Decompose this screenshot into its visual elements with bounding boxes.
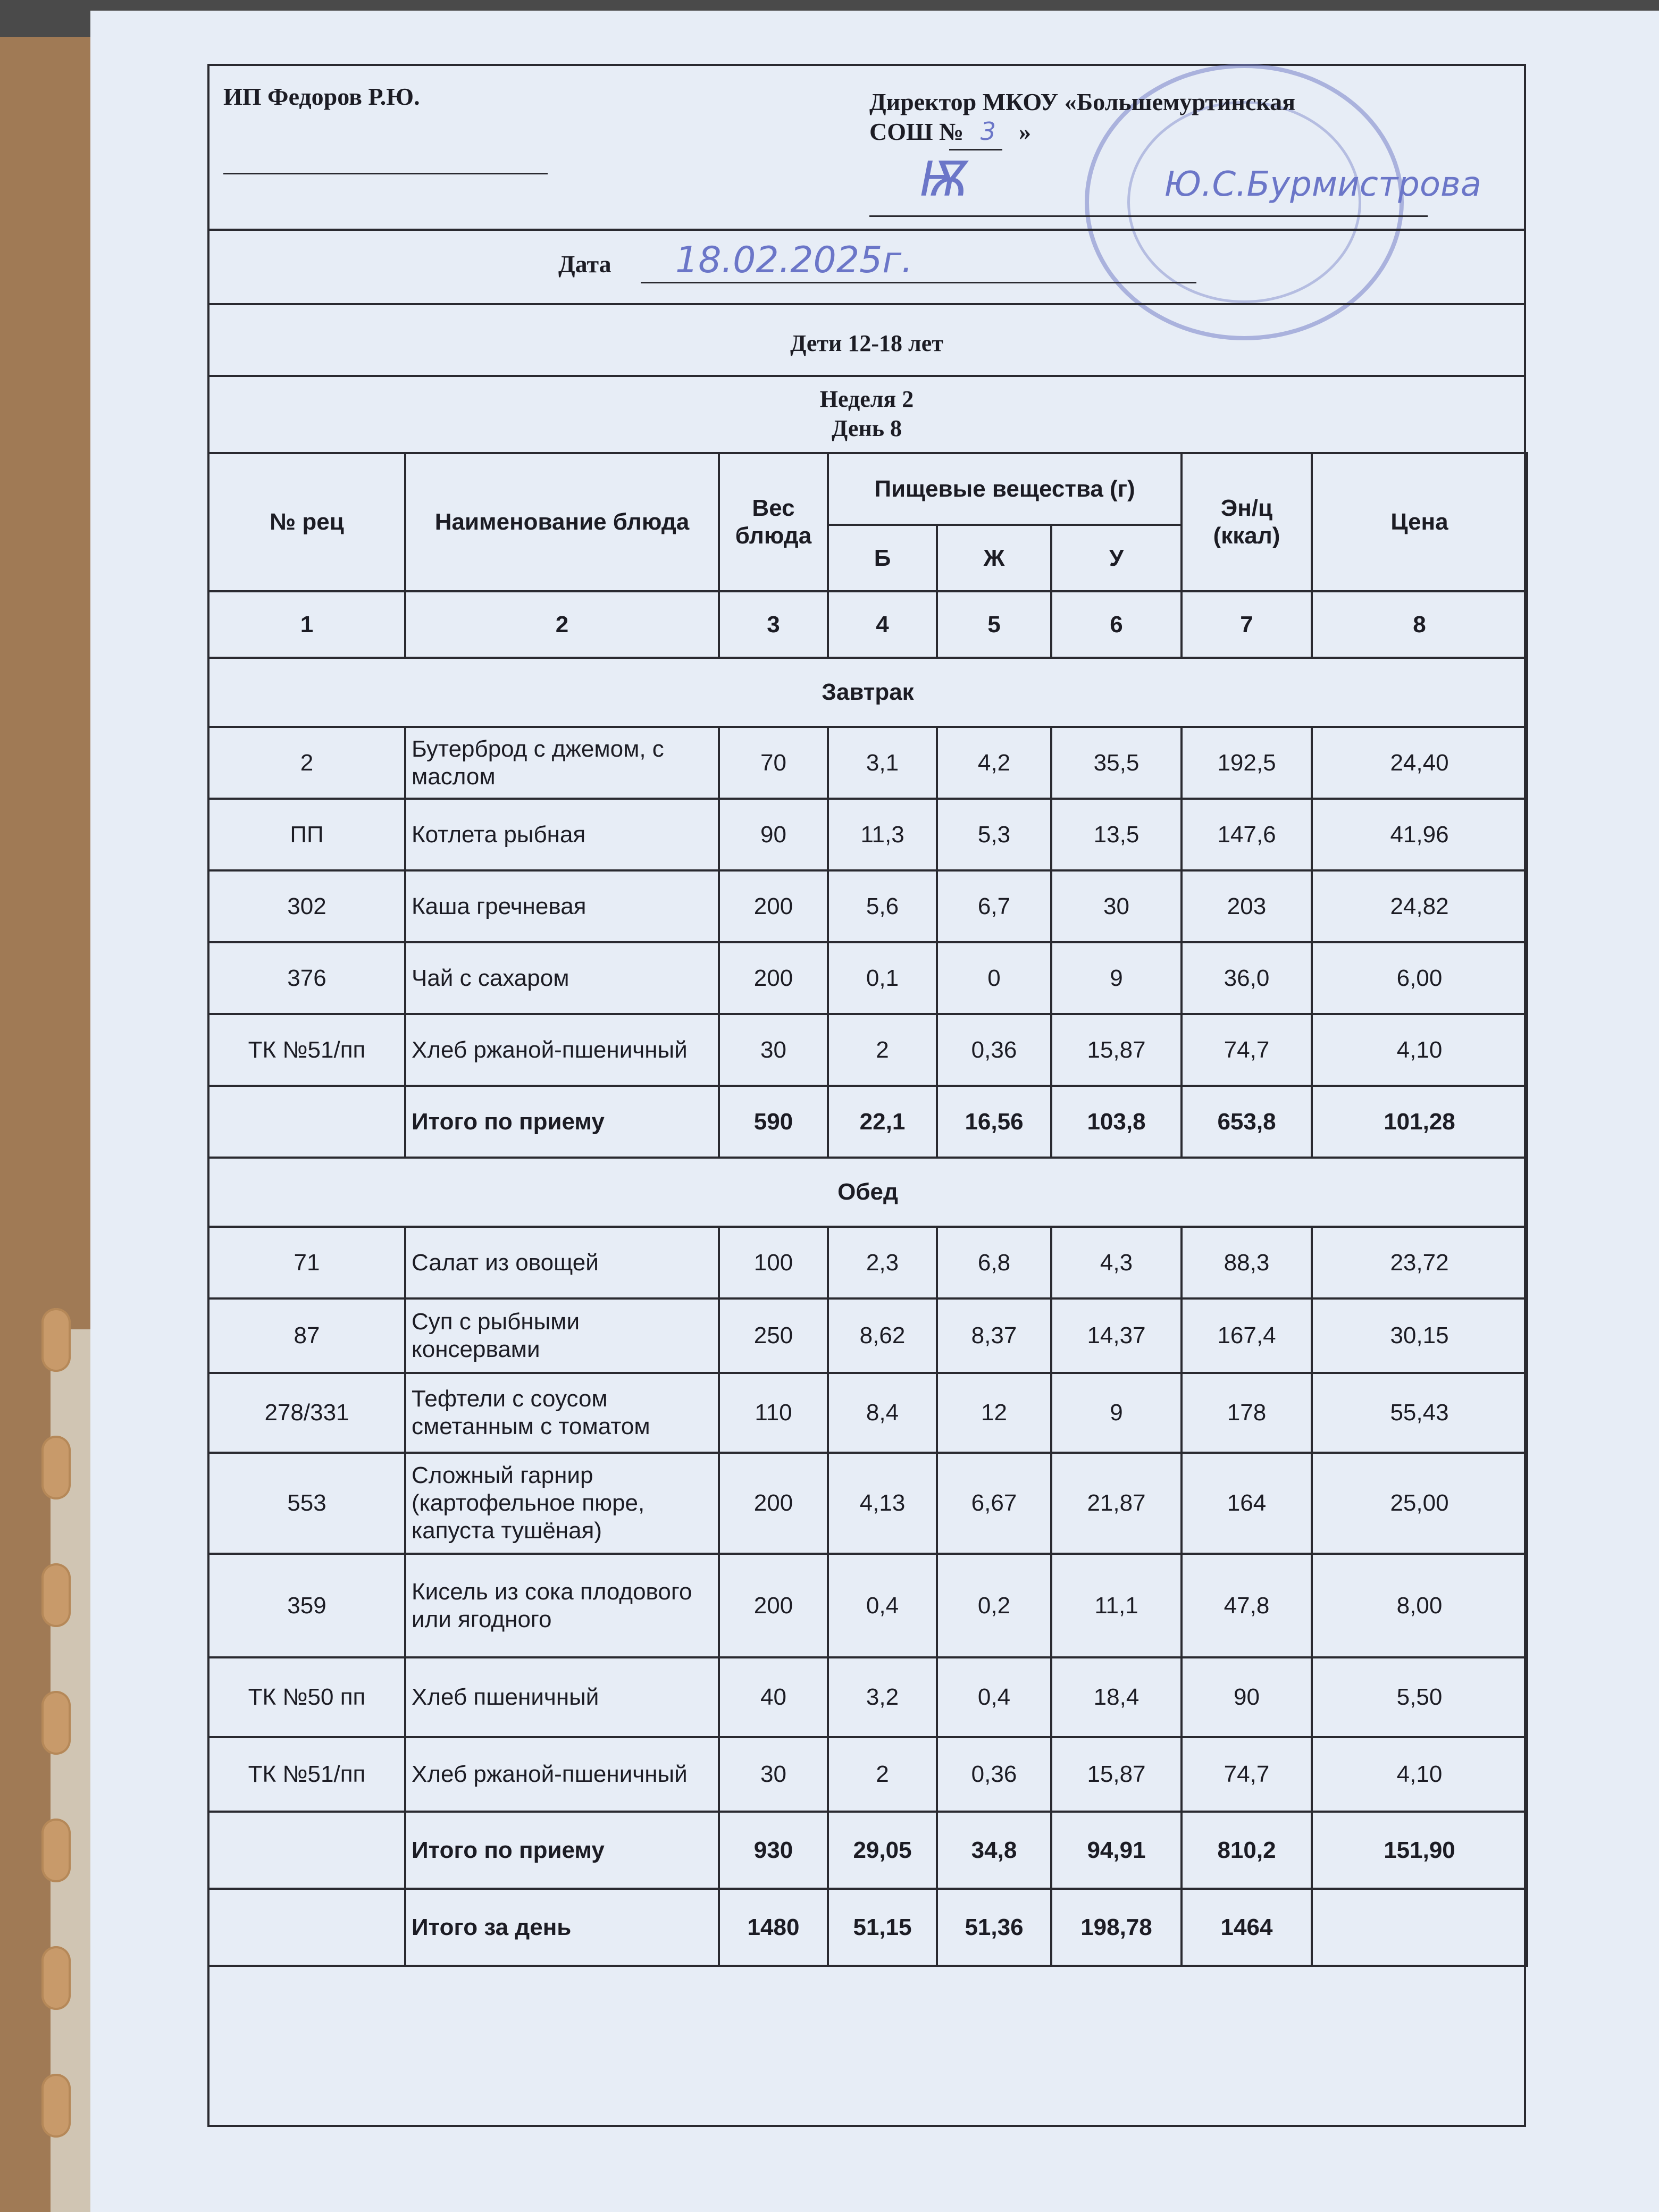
protein-cell: 3,1 bbox=[828, 727, 937, 799]
energy-cell: 192,5 bbox=[1182, 727, 1312, 799]
column-number-5: 5 bbox=[937, 591, 1051, 658]
school-number-line bbox=[949, 149, 1002, 150]
recipe-no-cell: ТК №50 пп bbox=[208, 1657, 405, 1737]
director-signature: Ю.С.Бурмистрова bbox=[1164, 165, 1481, 204]
day-total-price-cell bbox=[1312, 1889, 1527, 1966]
breakfast-total-row bbox=[208, 1086, 1527, 1158]
fat-cell: 12 bbox=[937, 1373, 1051, 1453]
dish-name-cell: Хлеб пшеничный bbox=[405, 1657, 719, 1737]
protein-cell: 2 bbox=[828, 1737, 937, 1812]
protein-cell: 0,4 bbox=[828, 1554, 937, 1657]
col-header-protein: Б bbox=[828, 525, 937, 591]
price-cell: 4,10 bbox=[1312, 1737, 1527, 1812]
supplier-name: ИП Федоров Р.Ю. bbox=[223, 83, 420, 110]
weight-cell: 40 bbox=[719, 1657, 828, 1737]
column-number-row bbox=[208, 591, 1527, 658]
date-line bbox=[641, 282, 1196, 283]
price-cell: 24,40 bbox=[1312, 727, 1527, 799]
protein-cell: 3,2 bbox=[828, 1657, 937, 1737]
energy-cell: 167,4 bbox=[1182, 1298, 1312, 1373]
header-divider bbox=[207, 229, 1526, 231]
day-label: День 8 bbox=[832, 415, 902, 441]
lunch-section-title: Обед bbox=[208, 1158, 1527, 1227]
breakfast-section-row bbox=[208, 658, 1527, 727]
carbs-cell: 18,4 bbox=[1051, 1657, 1182, 1737]
punch-hole bbox=[41, 1563, 71, 1627]
day-total-recipe-no-cell bbox=[208, 1889, 405, 1966]
recipe-no-cell: 553 bbox=[208, 1453, 405, 1554]
recipe-no-cell: 278/331 bbox=[208, 1373, 405, 1453]
punch-hole bbox=[41, 2074, 71, 2138]
fat-cell: 0 bbox=[937, 942, 1051, 1014]
carbs-cell: 30 bbox=[1051, 870, 1182, 942]
table-row bbox=[208, 1453, 1527, 1554]
punch-hole bbox=[41, 1819, 71, 1882]
protein-cell: 2 bbox=[828, 1014, 937, 1086]
recipe-no-cell: 359 bbox=[208, 1554, 405, 1657]
total-fat-cell: 34,8 bbox=[937, 1812, 1051, 1889]
column-number-7: 7 bbox=[1182, 591, 1312, 658]
breakfast-section-title: Завтрак bbox=[208, 658, 1527, 727]
director-title-line2 bbox=[869, 117, 1031, 146]
total-dish-name-cell: Итого по приему bbox=[405, 1812, 719, 1889]
fat-cell: 5,3 bbox=[937, 799, 1051, 870]
price-cell: 55,43 bbox=[1312, 1373, 1527, 1453]
day-total-weight-cell: 1480 bbox=[719, 1889, 828, 1966]
menu-document bbox=[207, 64, 1526, 2127]
protein-cell: 5,6 bbox=[828, 870, 937, 942]
table-row bbox=[208, 1657, 1527, 1737]
fat-cell: 6,7 bbox=[937, 870, 1051, 942]
price-cell: 4,10 bbox=[1312, 1014, 1527, 1086]
fat-cell: 8,37 bbox=[937, 1298, 1051, 1373]
table-row bbox=[208, 1554, 1527, 1657]
table-row bbox=[208, 942, 1527, 1014]
total-weight-cell: 930 bbox=[719, 1812, 828, 1889]
dish-name-cell: Котлета рыбная bbox=[405, 799, 719, 870]
table-row bbox=[208, 1014, 1527, 1086]
date-label: Дата bbox=[558, 250, 611, 278]
total-price-cell: 151,90 bbox=[1312, 1812, 1527, 1889]
group-divider bbox=[207, 375, 1526, 377]
fat-cell: 4,2 bbox=[937, 727, 1051, 799]
carbs-cell: 14,37 bbox=[1051, 1298, 1182, 1373]
director-initials-signature: Ѭ bbox=[920, 152, 969, 207]
protein-cell: 11,3 bbox=[828, 799, 937, 870]
recipe-no-cell: 87 bbox=[208, 1298, 405, 1373]
column-number-2: 2 bbox=[405, 591, 719, 658]
price-cell: 8,00 bbox=[1312, 1554, 1527, 1657]
total-recipe-no-cell bbox=[208, 1812, 405, 1889]
table-row bbox=[208, 1373, 1527, 1453]
dish-name-cell: Суп с рыбными консервами bbox=[405, 1298, 719, 1373]
weight-cell: 200 bbox=[719, 870, 828, 942]
col-header-price: Цена bbox=[1312, 453, 1527, 591]
date-handwritten: 18.02.2025г. bbox=[675, 239, 913, 281]
date-divider bbox=[207, 303, 1526, 305]
col-header-recipe: № рец bbox=[208, 453, 405, 591]
energy-cell: 47,8 bbox=[1182, 1554, 1312, 1657]
dish-name-cell: Кисель из сока плодового или ягодного bbox=[405, 1554, 719, 1657]
weight-cell: 100 bbox=[719, 1227, 828, 1298]
total-energy-cell: 810,2 bbox=[1182, 1812, 1312, 1889]
fat-cell: 0,4 bbox=[937, 1657, 1051, 1737]
dish-name-cell: Каша гречневая bbox=[405, 870, 719, 942]
carbs-cell: 9 bbox=[1051, 1373, 1182, 1453]
recipe-no-cell: ТК №51/пп bbox=[208, 1737, 405, 1812]
dish-name-cell: Хлеб ржаной-пшеничный bbox=[405, 1737, 719, 1812]
protein-cell: 8,4 bbox=[828, 1373, 937, 1453]
table-row bbox=[208, 1737, 1527, 1812]
fat-cell: 0,36 bbox=[937, 1737, 1051, 1812]
lunch-total-row bbox=[208, 1812, 1527, 1889]
carbs-cell: 13,5 bbox=[1051, 799, 1182, 870]
total-dish-name-cell: Итого по приему bbox=[405, 1086, 719, 1158]
weight-cell: 30 bbox=[719, 1014, 828, 1086]
lunch-section-row bbox=[208, 1158, 1527, 1227]
recipe-no-cell: 71 bbox=[208, 1227, 405, 1298]
price-cell: 5,50 bbox=[1312, 1657, 1527, 1737]
col-header-dish: Наименование блюда bbox=[405, 453, 719, 591]
col-header-nutrients: Пищевые вещества (г) bbox=[828, 453, 1182, 525]
col-header-carbs: У bbox=[1051, 525, 1182, 591]
energy-cell: 147,6 bbox=[1182, 799, 1312, 870]
weight-cell: 200 bbox=[719, 1453, 828, 1554]
school-number-handwritten: 3 bbox=[980, 117, 996, 146]
supplier-signature-line bbox=[223, 173, 548, 174]
total-protein-cell: 29,05 bbox=[828, 1812, 937, 1889]
total-protein-cell: 22,1 bbox=[828, 1086, 937, 1158]
director-title-line1: Директор МКОУ «Большемуртинская bbox=[869, 88, 1296, 115]
price-cell: 30,15 bbox=[1312, 1298, 1527, 1373]
dish-name-cell: Бутерброд с джемом, с маслом bbox=[405, 727, 719, 799]
price-cell: 24,82 bbox=[1312, 870, 1527, 942]
energy-cell: 203 bbox=[1182, 870, 1312, 942]
column-number-3: 3 bbox=[719, 591, 828, 658]
dish-name-cell: Чай с сахаром bbox=[405, 942, 719, 1014]
dish-name-cell: Салат из овощей bbox=[405, 1227, 719, 1298]
age-group: Дети 12-18 лет bbox=[790, 330, 943, 356]
weight-cell: 110 bbox=[719, 1373, 828, 1453]
column-number-1: 1 bbox=[208, 591, 405, 658]
protein-cell: 4,13 bbox=[828, 1453, 937, 1554]
price-cell: 6,00 bbox=[1312, 942, 1527, 1014]
recipe-no-cell: ТК №51/пп bbox=[208, 1014, 405, 1086]
punch-hole bbox=[41, 1691, 71, 1755]
recipe-no-cell: 376 bbox=[208, 942, 405, 1014]
menu-table bbox=[207, 452, 1528, 1967]
col-header-fat: Ж bbox=[937, 525, 1051, 591]
protein-cell: 0,1 bbox=[828, 942, 937, 1014]
price-cell: 41,96 bbox=[1312, 799, 1527, 870]
day-total-energy-cell: 1464 bbox=[1182, 1889, 1312, 1966]
punch-hole bbox=[41, 1308, 71, 1372]
column-number-4: 4 bbox=[828, 591, 937, 658]
carbs-cell: 21,87 bbox=[1051, 1453, 1182, 1554]
recipe-no-cell: 302 bbox=[208, 870, 405, 942]
recipe-no-cell: 2 bbox=[208, 727, 405, 799]
energy-cell: 74,7 bbox=[1182, 1737, 1312, 1812]
carbs-cell: 4,3 bbox=[1051, 1227, 1182, 1298]
weight-cell: 250 bbox=[719, 1298, 828, 1373]
dish-name-cell: Хлеб ржаной-пшеничный bbox=[405, 1014, 719, 1086]
table-row bbox=[208, 1298, 1527, 1373]
day-total-row bbox=[208, 1889, 1527, 1966]
fat-cell: 0,2 bbox=[937, 1554, 1051, 1657]
dish-name-cell: Тефтели с соусом сметанным с томатом bbox=[405, 1373, 719, 1453]
day-total-dish-name-cell: Итого за день bbox=[405, 1889, 719, 1966]
protein-cell: 8,62 bbox=[828, 1298, 937, 1373]
table-row bbox=[208, 1227, 1527, 1298]
total-price-cell: 101,28 bbox=[1312, 1086, 1527, 1158]
table-row bbox=[208, 799, 1527, 870]
day-total-protein-cell: 51,15 bbox=[828, 1889, 937, 1966]
director-title-prefix: СОШ № bbox=[869, 118, 964, 145]
energy-cell: 178 bbox=[1182, 1373, 1312, 1453]
total-carbs-cell: 94,91 bbox=[1051, 1812, 1182, 1889]
energy-cell: 164 bbox=[1182, 1453, 1312, 1554]
price-cell: 25,00 bbox=[1312, 1453, 1527, 1554]
total-fat-cell: 16,56 bbox=[937, 1086, 1051, 1158]
total-energy-cell: 653,8 bbox=[1182, 1086, 1312, 1158]
week-label: Неделя 2 bbox=[819, 386, 914, 412]
energy-cell: 36,0 bbox=[1182, 942, 1312, 1014]
punch-hole bbox=[41, 1946, 71, 2010]
fat-cell: 6,67 bbox=[937, 1453, 1051, 1554]
fat-cell: 6,8 bbox=[937, 1227, 1051, 1298]
energy-cell: 90 bbox=[1182, 1657, 1312, 1737]
day-total-fat-cell: 51,36 bbox=[937, 1889, 1051, 1966]
weight-cell: 200 bbox=[719, 1554, 828, 1657]
energy-cell: 88,3 bbox=[1182, 1227, 1312, 1298]
price-cell: 23,72 bbox=[1312, 1227, 1527, 1298]
total-carbs-cell: 103,8 bbox=[1051, 1086, 1182, 1158]
director-signature-line bbox=[869, 215, 1428, 217]
col-header-energy: Эн/ц (ккал) bbox=[1182, 453, 1312, 591]
table-row bbox=[208, 727, 1527, 799]
carbs-cell: 35,5 bbox=[1051, 727, 1182, 799]
table-row bbox=[208, 870, 1527, 942]
fat-cell: 0,36 bbox=[937, 1014, 1051, 1086]
carbs-cell: 15,87 bbox=[1051, 1014, 1182, 1086]
director-title-suffix: » bbox=[1019, 118, 1032, 145]
weight-cell: 90 bbox=[719, 799, 828, 870]
punch-hole bbox=[41, 1436, 71, 1499]
weight-cell: 30 bbox=[719, 1737, 828, 1812]
carbs-cell: 11,1 bbox=[1051, 1554, 1182, 1657]
carbs-cell: 15,87 bbox=[1051, 1737, 1182, 1812]
weight-cell: 70 bbox=[719, 727, 828, 799]
day-total-carbs-cell: 198,78 bbox=[1051, 1889, 1182, 1966]
column-number-6: 6 bbox=[1051, 591, 1182, 658]
protein-cell: 2,3 bbox=[828, 1227, 937, 1298]
dish-name-cell: Сложный гарнир (картофельное пюре, капуста тушёная) bbox=[405, 1453, 719, 1554]
total-recipe-no-cell bbox=[208, 1086, 405, 1158]
column-number-8: 8 bbox=[1312, 591, 1527, 658]
weight-cell: 200 bbox=[719, 942, 828, 1014]
energy-cell: 74,7 bbox=[1182, 1014, 1312, 1086]
col-header-weight: Вес блюда bbox=[719, 453, 828, 591]
carbs-cell: 9 bbox=[1051, 942, 1182, 1014]
recipe-no-cell: ПП bbox=[208, 799, 405, 870]
total-weight-cell: 590 bbox=[719, 1086, 828, 1158]
